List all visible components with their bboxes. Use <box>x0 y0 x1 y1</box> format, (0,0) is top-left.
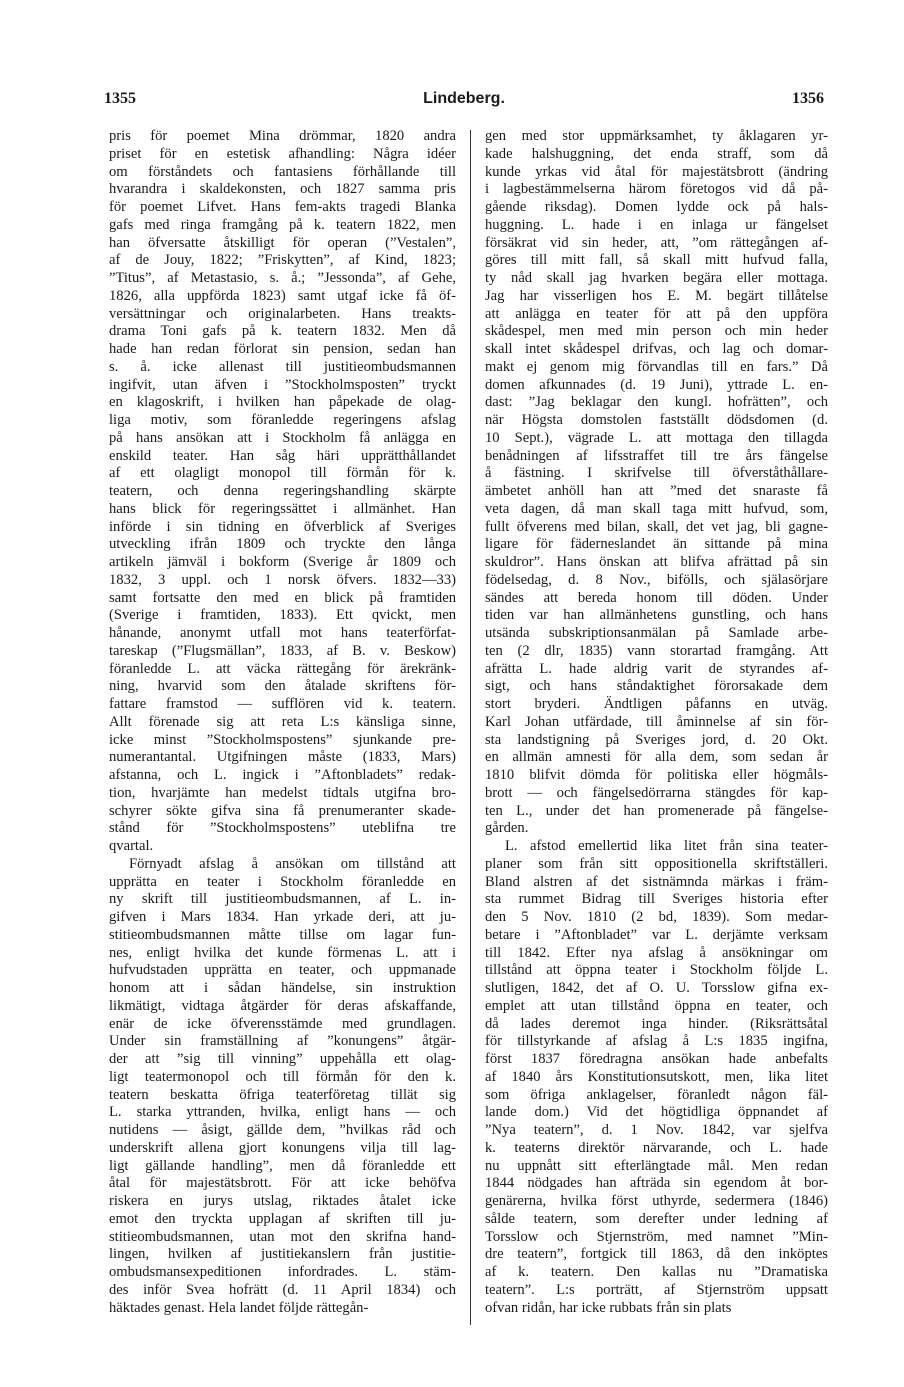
page-number-right: 1356 <box>792 90 824 107</box>
text-line: afrätta L. hade aldrig varit de styrandes af- <box>485 660 828 677</box>
text-line: nutidens — åsigt, gällde dem, ”hvilkas råd och <box>109 1122 456 1138</box>
text-line: liga motiv, som föranledde regeringens afslag <box>109 412 456 428</box>
text-line: emplet att utan tillstånd öppna en teater, och <box>485 997 828 1014</box>
text-line: underskrift allena gjort konungens vilja till lag- <box>109 1139 456 1156</box>
text-line: till 1842. Efter nya afslag å ansökningar om <box>485 944 828 961</box>
text-line: benådningen af lifsstraffet till tre års fängelse <box>485 447 828 464</box>
text-line: föranledde L. att väcka rättegång för ärekränk- <box>109 660 456 677</box>
text-line: åtal för majestätsbrott. För att icke behöfva <box>109 1175 456 1192</box>
text-line: der att ”sig till vinning” uppehålla ett olag- <box>109 1051 456 1067</box>
text-line: pris för poemet Mina drömmar, 1820 andra <box>109 128 456 144</box>
text-line: brott — och fängelsedörrarna stängdes för kap- <box>485 784 828 801</box>
text-line: domen afkunnades (d. 19 Juni), yttrade L. en- <box>485 376 828 393</box>
text-line: drama Toni gafs på k. teatern 1832. Men då <box>109 323 456 340</box>
text-line: af de Jouy, 1822; ”Friskytten”, af Kind, 1823; <box>109 252 456 269</box>
text-line: ten (2 dlr, 1835) vann storartad framgång. Att <box>485 642 828 659</box>
text-line: likmätigt, vidtaga åtgärder för deras afskaffande, <box>109 997 456 1014</box>
text-line: teatern”. L:s porträtt, af Stjernström uppsatt <box>485 1281 828 1298</box>
text-line: ingifvit, utan äfven i ”Stockholmsposten” tryckt <box>109 376 456 393</box>
text-line: stort bryderi. Ändtligen påfanns en utväg. <box>485 696 828 712</box>
text-line: häktades genast. Hela landet följde rättegån- <box>109 1299 369 1316</box>
text-line: af k. teatern. Den kallas nu ”Dramatiska <box>485 1264 828 1280</box>
text-line: ämbetet anhöll han att ”med det snaraste få <box>485 483 828 499</box>
text-line: för tillstyrkande af afslag å L:s 1835 ingifna, <box>485 1033 828 1050</box>
text-line: på hans ansökan att i Stockholm få anlägga en <box>109 429 456 446</box>
page-number-left: 1355 <box>104 90 136 107</box>
text-line: en allmän amnesti för alla dem, som sedan år <box>485 749 828 766</box>
text-line: 1844 nödgades han afträda sin egendom åt bor- <box>485 1175 828 1192</box>
text-line: hånande, anonymt utfall mot hans teaterförfat- <box>109 625 456 641</box>
text-line: för poemet Lifvet. Hans fem-akts tragedi Blanka <box>109 199 456 215</box>
text-line: införde i sin tidning en öfverblick af Sveriges <box>109 518 456 535</box>
text-line: enskild teater. Han såg häri upprätthållandet <box>109 447 456 464</box>
text-line: 1832, 3 uppl. och 1 norsk öfvers. 1832—33) <box>109 571 456 588</box>
left-text-column <box>109 128 456 1317</box>
text-line: stitieombudsmannen måtte tillse om lagar fun- <box>109 926 456 943</box>
text-line: ligt teatermonopol och till förmån för den k. <box>109 1068 456 1085</box>
text-line: tion, hvarjämte han medelst tidtals utgifna bro- <box>109 784 456 801</box>
text-line: om förståndets och fantasiens förhållande till <box>109 163 456 180</box>
text-line: först 1837 föredragna ansökan hade anbefalts <box>485 1051 828 1067</box>
text-line: ny skrift till justitieombudsmannen, af L. in- <box>109 891 456 908</box>
text-line: gården. <box>485 820 529 837</box>
text-line: versättningar och originalarbeten. Hans treakts- <box>109 305 456 322</box>
text-line: veta dagen, då man skall taga mitt hufvud, som, <box>485 500 828 517</box>
text-line: priset för en estetisk afhandling: Några idéer <box>109 145 456 162</box>
text-line: skådespel, men med min person och min heder <box>485 323 828 340</box>
text-line: ligare för fäderneslandet än sittande på mina <box>485 536 828 553</box>
text-line: tillstånd att öppna teater i Stockholm följde L. <box>485 962 828 979</box>
text-line: ty nåd skall jag hvarken begära eller mottaga. <box>485 270 828 286</box>
text-line: genärerna, hvilka först uthyrde, sedermera (1846) <box>485 1193 828 1209</box>
text-line: göres till mitt fall, så skall mitt hufvud falla, <box>485 252 828 269</box>
text-line: ombudsmansexpeditionen infordrades. L. stäm- <box>109 1264 456 1280</box>
text-line: nes, enligt hvilka det kunde förmenas L. att i <box>109 944 456 961</box>
text-line: honom att i sådan händelse, sin instruktion <box>109 980 456 996</box>
text-line: tiden var han allmänhetens gunstling, och hans <box>485 607 828 624</box>
text-line: tareskap (”Flugsmällan”, 1833, af B. v. Beskow) <box>109 642 456 659</box>
text-line: då lades deremot inga hinder. (Riksrättsåtal <box>485 1015 828 1032</box>
text-line: hvarandra i skaldekonsten, och 1827 samma pris <box>109 181 456 198</box>
text-line: sigt, och hans ståndaktighet förorsakade dem <box>485 678 828 695</box>
text-line: å fästning. I skrifvelse till öfverståthållare- <box>485 465 828 482</box>
text-line: utsända subskriptionsanmälan på Samlade arbe- <box>485 625 828 641</box>
text-line: Karl Johan utfärdade, till åminnelse af sin för- <box>485 713 828 730</box>
text-line: Torsslow och Stjernström, med namnet ”Min- <box>485 1228 828 1245</box>
text-line: hade han redan förlorat sin pension, sedan han <box>109 341 456 357</box>
text-line: Jag har visserligen hos E. M. begärt tillåtelse <box>485 287 828 304</box>
text-line: kunde yrkas vid åtal för majestätsbrott (ändring <box>485 163 828 180</box>
text-line: (Sverige i framtiden, 1833). Ett qvickt, men <box>109 607 456 624</box>
column-separator <box>470 130 471 1325</box>
text-line: födelsedag, d. 8 Nov., bifölls, och själasörjare <box>485 571 828 588</box>
text-line: sta rummet Bidrag till Sveriges historia efter <box>485 891 828 908</box>
text-line: han öfversatte åtskilligt för operan (”Vestalen”, <box>109 234 456 251</box>
text-line: des inför Svea hofrätt (d. 11 April 1834) och <box>109 1281 456 1298</box>
text-line: stånd för ”Stockholmspostens” uteblifna tre <box>109 820 456 837</box>
text-line: k. teaterns direktör närvarande, och L. hade <box>485 1139 828 1156</box>
text-line: skall intet skådespel drifvas, och lag och domar- <box>485 341 828 357</box>
text-line: sålde teatern, som derefter under ledning af <box>485 1210 828 1227</box>
text-line: hufvudstaden upprätta en teater, och uppmanade <box>109 962 456 979</box>
text-line: ofvan ridån, har icke rubbats från sin plats <box>485 1299 732 1316</box>
text-line: schyrer sökte gifva sina få prenumeranter skade- <box>109 802 456 819</box>
text-line: Bland alstren af det sistnämnda märkas i främ- <box>485 873 828 890</box>
text-line: afstanna, och L. ingick i ”Aftonbladets” redak- <box>109 767 456 783</box>
text-line: ”Nya teatern”, d. 1 Nov. 1842, var sjelfva <box>485 1122 828 1138</box>
text-line: fattare framstod — sufflören vid k. teatern. <box>109 696 456 712</box>
text-line: numerantantal. Utgifningen måste (1833, Mars) <box>109 749 456 766</box>
text-line: ligt gällande handling”, men då föranledde ett <box>109 1157 456 1174</box>
text-line: Under sin framställning af ”konungens” åtgär- <box>109 1033 456 1050</box>
text-line: gen med stor uppmärksamhet, ty åklagaren yr- <box>485 128 828 144</box>
text-line: enär de icke öfverensstämde med grundlagen. <box>109 1015 456 1032</box>
text-line: gafs med ringa framgång på k. teatern 1822, men <box>109 216 456 233</box>
text-line: samt fortsatte den med en blick på framtiden <box>109 589 456 606</box>
text-line: riskera en jurys utslag, riktades åtalet icke <box>109 1193 456 1209</box>
text-line: 1810 blifvit dömda för politiska eller högmåls- <box>485 767 828 783</box>
text-line: icke minst ”Stockholmspostens” sjunkande pre- <box>109 731 456 748</box>
text-line: nu uppnått sitt efterlängtade mål. Men redan <box>485 1157 828 1174</box>
text-line: sta landstigning på Sveriges jord, d. 20 Okt. <box>485 731 828 748</box>
text-line: af 1840 års Konstitutionsutskott, men, lika litet <box>485 1068 828 1085</box>
text-line: en klagoskrift, i hvilken han påpekade de olag- <box>109 394 456 411</box>
running-header <box>104 90 824 114</box>
text-line: slutligen, 1842, det af O. U. Torsslow gifna ex- <box>485 980 828 996</box>
text-line: kade halshuggning, det enda straff, som då <box>485 145 828 162</box>
text-line: L. afstod emellertid lika litet från sina teater- <box>505 838 828 854</box>
text-line: stitieombudsmannen, utan mot den skrifna hand- <box>109 1228 456 1245</box>
text-line: gifven i Mars 1834. Han yrkade deri, att ju- <box>109 909 456 925</box>
text-line: när Högsta domstolen fastställt dödsdomen (d. <box>485 412 828 428</box>
text-line: upprätta en teater i Stockholm föranledde en <box>109 873 456 890</box>
text-line: s. å. icke allenast till justitieombudsmannen <box>109 358 456 375</box>
text-line: dre teatern”, fortgick till 1863, då den inköptes <box>485 1246 828 1263</box>
text-line: hans blick för regeringssättet i allmänhet. Han <box>109 500 456 517</box>
text-line: ning, hvarvid som den åtalade skriftens för- <box>109 678 456 695</box>
text-line: gående riksdag). Domen lydde ock på hals- <box>485 199 828 215</box>
text-line: utveckling ifrån 1809 och tryckte den långa <box>109 536 456 553</box>
text-line: Förnyadt afslag å ansökan om tillstånd att <box>129 855 456 872</box>
text-line: huggning. L. hade i en inlaga ur fängelset <box>485 216 828 233</box>
text-line: i lagbestämmelserna härom företogos vid då på- <box>485 181 828 198</box>
text-line: emot den tryckta upplagan af skriften till ju- <box>109 1210 456 1227</box>
text-line: skuldror”. Hans önskan att blifva afrättad på sin <box>485 554 828 570</box>
text-line: sändes att bereda honom till döden. Under <box>485 589 828 606</box>
text-line: den 5 Nov. 1810 (2 bd, 1839). Som medar- <box>485 909 828 925</box>
text-line: ”Titus”, af Metastasio, s. å.; ”Jessonda”, af Gehe, <box>109 270 456 286</box>
text-line: lande dom.) Vid det högtidliga öppnandet af <box>485 1104 828 1121</box>
right-text-column <box>485 128 828 1317</box>
text-line: af ett olagligt monopol till förmån för k. <box>109 465 456 482</box>
text-line: försäkrat vid sin heder, att, ”om rättegången af- <box>485 234 828 251</box>
text-line: dast: ”Jag beklagar den kungl. hofrätten”, och <box>485 394 828 411</box>
text-line: ten L., under det han promenerade på fängelse- <box>485 802 828 819</box>
text-line: makt ej genom mig förvandlas till en fars.” Då <box>485 358 828 375</box>
text-line: artikeln jämväl i bokform (Sverige år 1809 och <box>109 554 456 570</box>
text-line: teatern, och denna regeringshandling skärpte <box>109 483 456 499</box>
text-line: betare i ”Aftonbladet” var L. derjämte verksam <box>485 926 828 943</box>
text-line: lingen, hvilken af justitiekanslern från justitie- <box>109 1246 456 1263</box>
text-line: Allt förenade sig att reta L:s känsliga sinne, <box>109 713 456 730</box>
text-line: planer som från sitt oppositionella skriftställeri. <box>485 855 828 872</box>
text-line: L. starka yttranden, hvilka, enligt hans — och <box>109 1104 456 1121</box>
text-line: teatern beskatta öfriga teaterföretag tillät sig <box>109 1086 456 1103</box>
text-line: fullt öfverens med bilan, skall, det vet jag, bli gagne- <box>485 518 828 535</box>
header-title: Lindeberg. <box>423 90 505 107</box>
text-line: som öfriga anklagelser, föranledt någon fäl- <box>485 1086 828 1103</box>
text-line: qvartal. <box>109 838 154 854</box>
text-line: 10 Sept.), vägrade L. att mottaga den tillagda <box>485 429 828 446</box>
text-line: att anlägga en teater för att på den uppföra <box>485 305 828 322</box>
text-line: 1826, alla uppförda 1823) samt utgaf icke få öf- <box>109 287 456 304</box>
